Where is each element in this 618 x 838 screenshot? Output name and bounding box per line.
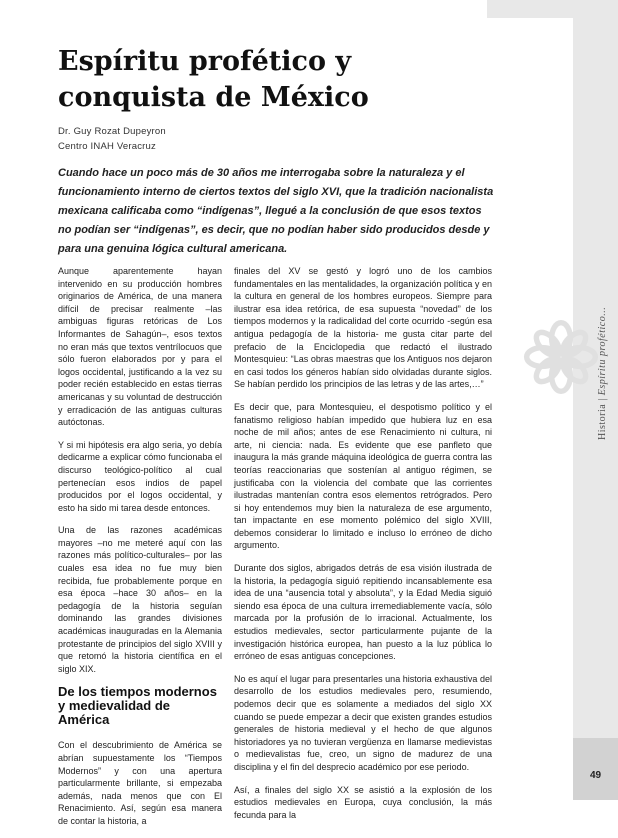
paragraph: Y si mi hipótesis era algo seria, yo debía dedicarme a explicar cómo funcionaba el discurso teológico-político al cual pertenecían esos indios de papel producidos por el logos occidental, y esto ha sido mi tarea desde entonces.	[58, 439, 222, 513]
section-heading: De los tiempos modernos y medievalidad de América	[58, 684, 217, 728]
paragraph: No es aquí el lugar para presentarles una historia exhaustiva del desarrollo de los estudios medievales pero, resumiendo, podemos decir que es solamente a mediados del siglo XX cuando se puede empezar a decir que existen grandes estudios generales de historia medieval y el hecho de que algunos historiadores ya no tuvieran vergüenza en llamarse medievistas o medievalistas fue, creo, un signo de madurez de una disciplina y el fin del desprecio académico por ese periodo.	[234, 673, 492, 772]
paragraph: Es decir que, para Montesquieu, el despotismo político y el fanatismo religioso habían impedido que hubiera luz en esa noche de mil años; antes de ese Renacimiento ni cultura, ni arte, ni ciencia: nada. Es evidente que ese panfleto que inaugura la más grande máquina ideológica de guerra contra las teorías reaccionarias que sostenían al antiguo régimen, se justificaba con la violencia del combate que las corrientes ilustradas mantenían contra esos elementos retrógrados. Pero si hoy entendemos muy bien la naturaleza de ese argumento, tan impactante en ese momento polémico del siglo XVIII, debemos considerar lo limitado e incluso lo erróneo de dicho argumento.	[234, 401, 492, 551]
author-affiliation: Centro INAH Veracruz	[58, 141, 156, 152]
paragraph: finales del XV se gestó y logró uno de los cambios fundamentales en las mentalidades, la organización política y en la cultura en general de los hombres europeos. Siempre para ilustrar esa idea retórica, de esa supuesta “novedad” de los tiempos modernos y la radicalidad del corte ocurrido -según esa antigua pedagogía de la historia- me gusta citar parte del prefacio de la Enciclopedia que redactó el ilustrado Montesquieu: “Las obras maestras que los Antiguos nos dejaron en casi todos los géneros habían sido olvidadas durante siglos. Se habían perdido los principios de las letras y de las artes,…”	[234, 266, 492, 390]
flower-watermark-icon	[522, 318, 600, 396]
left-column	[58, 265, 222, 838]
separator: |	[597, 398, 608, 401]
section-name: Historia	[597, 403, 608, 440]
running-header	[597, 307, 608, 440]
right-column	[234, 265, 492, 831]
page-number: 49	[589, 770, 602, 781]
author-name: Dr. Guy Rozat Dupeyron	[58, 126, 166, 137]
page-tab	[573, 738, 618, 800]
running-title: Espíritu profético...	[597, 306, 608, 396]
side-strip	[573, 0, 618, 800]
article-title: Espíritu profético y conquista de México	[58, 46, 369, 113]
paragraph: Con el descubrimiento de América se abrían supuestamente los “Tiempos Modernos” y con una apertura particularmente brillante, si empezaba además, nada menos que con El Renacimiento. Así, según esa manera de contar la historia, a	[58, 740, 222, 826]
paragraph: Durante dos siglos, abrigados detrás de esa visión ilustrada de la historia, la pedagogía siguió repitiendo incansablemente esa idea de una “ausencia total y absoluta”, y la Edad Media siguió siendo esa época de una cultura irremediablemente vacía, sólo marcada por la profusión de lo irracional. Actualmente, los estudios medievales, sector particularmente pujante de la investigación histórica europea, han puesto a la luz pública lo erróneo de esas antiguas concepciones.	[234, 563, 492, 662]
paragraph: Una de las razones académicas mayores –no me meteré aquí con las razones más político-culturales– por las cuales esa idea no fue muy bien recibida, fue probablemente porque en esa época –hace 30 años– en la pedagogía de la historia seguían dominando las grandes divisiones académicas inauguradas en la Alemania protestante de principios del siglo XVIII y que retomó la historia científica en el siglo XIX.	[58, 525, 222, 674]
paragraph: Así, a finales del siglo XX se asistió a la explosión de los estudios medievales en Europa, cuya conclusión, la más fecunda para la	[234, 784, 492, 820]
paragraph: Aunque aparentemente hayan intervenido en su producción hombres originarios de América, de una manera difícil de precisar realmente –las ambiguas figuras retóricas de Los Informantes de Sahagún–, esos textos no eran más que textos ventrílocuos que sólo fueron elaborados por y para el logos occidental, justificando a la vez su poder recién establecido en estas tierras americanas y su voluntad de destrucción y erradicación de las antiguas culturas autóctonas.	[58, 266, 222, 428]
author-block	[58, 124, 166, 154]
abstract: Cuando hace un poco más de 30 años me interrogaba sobre la naturaleza y el funcionamiento interno de ciertos textos del siglo XVI, que la tradición nacionalista mexicana calificaba como “indígenas”, llegué a la conclusión de que esos textos no podían ser “indígenas”, es decir, que no podían haber sido producidos desde y para una genuina lógica cultural americana.	[58, 167, 494, 255]
